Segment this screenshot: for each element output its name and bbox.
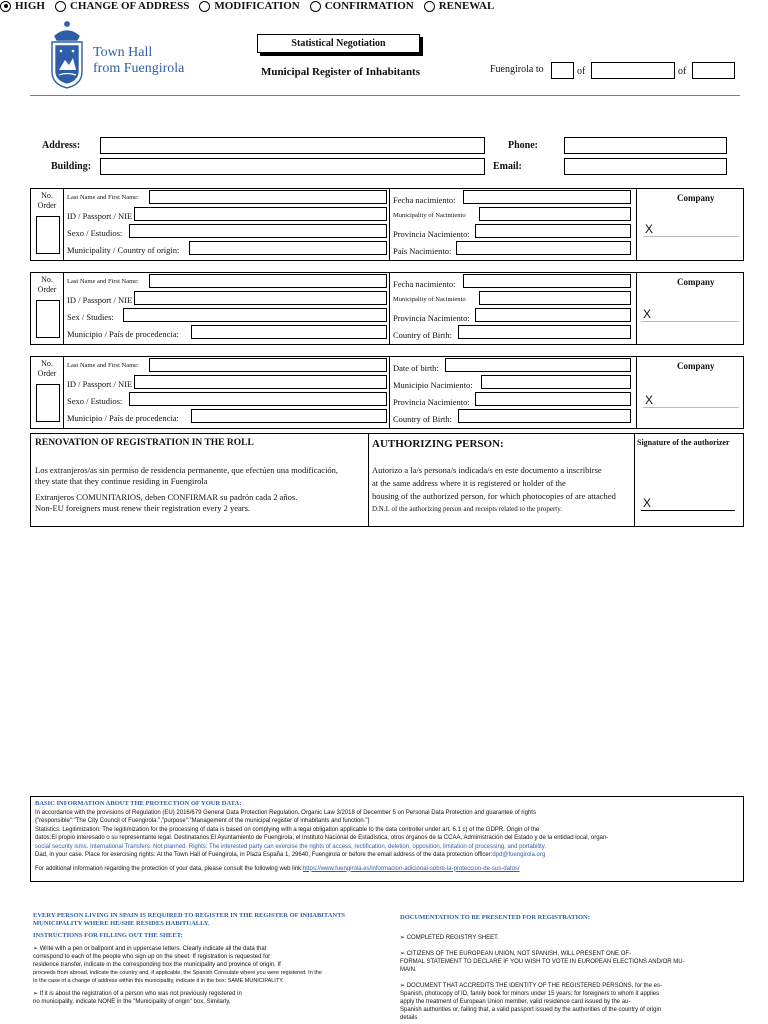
instruction-1-line-d: proceeds from abroad, indicate the country and, if applicable, the Spanish Consulate where you were registered. In the xyxy=(33,970,322,976)
sex-label: Sexo / Estudios: xyxy=(67,396,123,406)
divider xyxy=(636,189,637,260)
instruction-1-line-a: ➢ Write with a pen or ballpoint and in uppercase letters. Clearly indicate all the data that xyxy=(33,946,267,952)
renovation-section xyxy=(30,433,744,527)
additional-info-link[interactable]: https://www.fuengirola.es/informacion-adicional-sobre-la-proteccion-de-sus-datos/ xyxy=(302,865,520,872)
doc-item-2-line-b: FORMAL STATEMENT TO DECLARE IF YOU WISH TO VOTE IN EUROPEAN ELECTIONS AND/OR MU- xyxy=(400,959,685,965)
doc-item-1: ➢ COMPLETED REGISTRY SHEET. xyxy=(400,935,499,941)
person-block-1 xyxy=(30,188,744,261)
name-label: Last Name and First Name: xyxy=(67,278,139,285)
date-month-field[interactable] xyxy=(591,62,675,79)
id-label: ID / Passport / NIE xyxy=(67,295,133,305)
dp-line-6: Dad, in your case. Place for exercising rights: At the Town Hall of Fuengirola, in Plaza España 1, 29640, Fuengirola or before the email address of the data protection officer:dpd@fuengirola.org xyxy=(35,852,546,858)
origin-field[interactable] xyxy=(191,325,387,339)
no-order-label: No. Order xyxy=(37,359,57,378)
birth-muni-label: Municipality of Nacimiento xyxy=(393,212,466,219)
town-hall-crest-logo xyxy=(47,20,87,90)
date-row xyxy=(490,64,544,75)
dp-line-2: {"responsible":"The City Council of Fuengirola.","purpose":"Management of the municipal register of inhabitants and function."} xyxy=(35,818,370,824)
birth-prov-field[interactable] xyxy=(475,224,631,238)
signature-x-mark: X xyxy=(643,307,652,321)
radio-checked-icon[interactable] xyxy=(0,1,11,12)
doc-item-2-line-a: ➢ CITIZENS OF THE EUROPEAN UNION, NOT SPANISH, WILL PRESENT ONE OF- xyxy=(400,951,632,957)
registration-requirement-heading: EVERY PERSON LIVING IN SPAIN IS REQUIRED TO REGISTER IN THE REGISTER OF INHABITANTS MUNICIPALITY WHERE HE/SHE RESIDES HABITUALLY. xyxy=(33,912,346,927)
name-field[interactable] xyxy=(149,190,387,204)
authorizing-line-3: housing of the authorized person, for which photocopies of are attached xyxy=(372,491,616,501)
birth-muni-field[interactable] xyxy=(479,207,631,221)
instruction-1-line-b: correspond to each of the people who sign up on the sheet. If registration is requested for xyxy=(33,954,271,960)
dp-line-5: social security isms. International Transfers: Not planned. Rights: The interested party can exercise the rights of access, rectification, deletion, opposition, limitation of processing, and portability. xyxy=(35,843,547,850)
dp-line-4: datos:El propio interesado o su representante legal. Destinatarios:El Ayuntamiento de Fuengirola, el Instituto Nacional de Estadística, otros órganos de la CCAA, Administración del Estado y de la entidad local, organ- xyxy=(35,835,609,841)
radio-icon[interactable] xyxy=(424,1,435,12)
divider xyxy=(63,189,64,260)
dp-line-3: Statistics. Legitimization: The legitimization for the processing of data is based on complying with a legal obligation applicable to the data controller under art. 6.1 c) of the GDPR. Origin of the xyxy=(35,826,540,833)
origin-field[interactable] xyxy=(189,241,387,255)
renovation-line-1: Los extranjeros/as sin permiso de residencia permanente, que efectúen una modificación, xyxy=(35,465,339,475)
phone-label: Phone: xyxy=(508,140,538,151)
birth-date-label: Fecha nacimiento: xyxy=(393,279,456,289)
town-name-line2: from Fuengirola xyxy=(93,61,185,76)
dpo-email-link[interactable]: dpd@fuengirola.org xyxy=(492,852,546,858)
divider xyxy=(63,357,64,428)
divider xyxy=(368,434,369,526)
company-label: Company xyxy=(677,277,715,287)
id-field[interactable] xyxy=(134,291,387,305)
birth-prov-label: Provincia Nacimiento: xyxy=(393,229,470,239)
sex-field[interactable] xyxy=(123,308,387,322)
authorizing-line-2: at the same address where it is registered or holder of the xyxy=(372,478,566,488)
radio-icon[interactable] xyxy=(55,1,66,12)
documentation-heading: DOCUMENTATION TO BE PRESENTED FOR REGISTRATION: xyxy=(400,914,590,921)
email-field[interactable] xyxy=(564,158,727,175)
signature-x-mark: X xyxy=(645,222,654,236)
sex-label: Sex / Studies: xyxy=(67,312,114,322)
address-label: Address: xyxy=(42,140,81,151)
authorizer-x-mark: X xyxy=(643,496,652,510)
town-name-line1: Town Hall xyxy=(93,45,153,60)
origin-label: Municipality / Country of origin: xyxy=(67,245,180,255)
email-label: Email: xyxy=(493,161,522,172)
doc-item-3-line-d: Spanish authorities or, failing that, a valid passport issued by the authorities of the country of origin xyxy=(400,1007,662,1013)
origin-label: Municipio / País de procedencia: xyxy=(67,329,179,339)
divider xyxy=(389,273,390,344)
divider xyxy=(636,273,637,344)
authorizer-signature-line[interactable] xyxy=(641,510,735,511)
doc-item-3-line-b: Spanish, photocopy of ID, family book for minors under 15 years; for foreigners to whom it applies xyxy=(400,991,660,997)
town-hall-name xyxy=(93,45,184,77)
divider xyxy=(63,273,64,344)
dp-line-1: In accordance with the provisions of Regulation (EU) 2016/679 General Data Protection Regulation, Organic Law 3/2018 of December 5 on Personal Data Protection and guarantee of rights xyxy=(35,809,536,816)
signature-x-mark: X xyxy=(645,393,654,407)
birth-country-label: País Nacimiento: xyxy=(393,246,452,256)
option-confirmation[interactable]: CONFIRMATION xyxy=(310,0,414,12)
id-label: ID / Passport / NIE xyxy=(67,211,133,221)
date-of-label-1: of xyxy=(577,66,586,77)
option-renewal[interactable]: RENEWAL xyxy=(424,0,495,12)
birth-date-label: Fecha nacimiento: xyxy=(393,195,456,205)
divider xyxy=(389,189,390,260)
origin-label: Municipio / País de procedencia: xyxy=(67,413,179,423)
renovation-title: RENOVATION OF REGISTRATION IN THE ROLL xyxy=(35,438,254,448)
name-field[interactable] xyxy=(149,358,387,372)
request-type-options xyxy=(0,0,768,12)
renovation-line-2: they state that they continue residing in Fuengirola xyxy=(35,476,208,486)
doc-item-3-line-e: details xyxy=(400,1015,418,1021)
header-divider xyxy=(30,95,740,96)
authorizing-line-4: D.N.I. of the authorizing person and receipts related to the property. xyxy=(372,505,563,513)
birth-date-label: Date of birth: xyxy=(393,363,439,373)
birth-prov-field[interactable] xyxy=(475,308,631,322)
no-order-label: No. Order xyxy=(37,275,57,294)
address-field[interactable] xyxy=(100,137,485,154)
authorizing-line-1: Autorizo a la/s persona/s indicada/s en este documento a inscribirse xyxy=(372,465,602,475)
option-modification[interactable]: MODIFICATION xyxy=(199,0,299,12)
data-protection-heading: BASIC INFORMATION ABOUT THE PROTECTION OF YOUR DATA: xyxy=(35,800,242,807)
company-label: Company xyxy=(677,193,715,203)
no-order-label: No. Order xyxy=(37,191,57,210)
birth-date-field[interactable] xyxy=(463,274,631,288)
birth-muni-label: Municipality of Nacimiento xyxy=(393,296,466,303)
birth-date-field[interactable] xyxy=(445,358,631,372)
birth-country-field[interactable] xyxy=(458,325,631,339)
birth-country-field[interactable] xyxy=(456,241,631,255)
doc-item-3-line-a: ➢ DOCUMENT THAT ACCREDITS THE IDENTITY OF THE REGISTERED PERSONS, for the es- xyxy=(400,983,662,989)
option-change-of-address[interactable]: CHANGE OF ADDRESS xyxy=(55,0,189,12)
radio-icon[interactable] xyxy=(199,1,210,12)
name-field[interactable] xyxy=(149,274,387,288)
person-block-3 xyxy=(30,356,744,429)
date-day-field[interactable] xyxy=(551,62,574,79)
divider xyxy=(634,434,635,526)
birth-prov-field[interactable] xyxy=(475,392,631,406)
birth-country-label: Country of Birth: xyxy=(393,330,453,340)
documentation-column xyxy=(400,914,745,1022)
signature-line[interactable] xyxy=(643,236,739,237)
instruction-1-line-c: residence transfer, indicate in the corresponding box the municipality and province of origin. If xyxy=(33,962,281,968)
birth-prov-label: Provincia Nacimiento: xyxy=(393,397,470,407)
signature-line[interactable] xyxy=(641,321,739,322)
instructions-heading: INSTRUCTIONS FOR FILLING OUT THE SHEET: xyxy=(33,932,183,939)
id-field[interactable] xyxy=(134,207,387,221)
birth-muni-field[interactable] xyxy=(481,375,631,389)
origin-field[interactable] xyxy=(191,409,387,423)
birth-date-field[interactable] xyxy=(463,190,631,204)
building-label: Building: xyxy=(51,161,92,172)
option-high[interactable]: HIGH xyxy=(0,0,45,12)
doc-item-3-line-c: apply the treatment of European Union member, valid residence card issued by the au- xyxy=(400,999,631,1005)
building-field[interactable] xyxy=(100,158,485,175)
form-subtitle: Municipal Register of Inhabitants xyxy=(261,66,421,78)
authorizing-person-title: AUTHORIZING PERSON: xyxy=(372,438,504,450)
birth-muni-field[interactable] xyxy=(479,291,631,305)
signature-line[interactable] xyxy=(643,407,739,408)
date-year-field[interactable] xyxy=(692,62,735,79)
instruction-1-line-e: In the case of a change of address within this municipality, indicate it in the box: SAME MUNICIPALITY. xyxy=(33,978,284,984)
instruction-2-line-a: ➢ If it is about the registration of a person who was not previously registered in xyxy=(33,991,242,997)
id-label: ID / Passport / NIE xyxy=(67,379,133,389)
date-prefix: Fuengirola to xyxy=(490,64,544,75)
birth-country-label: Country of Birth: xyxy=(393,414,453,424)
person-block-2 xyxy=(30,272,744,345)
doc-item-2-line-c: MAIN. xyxy=(400,967,417,973)
no-order-field[interactable] xyxy=(36,300,60,338)
instruction-2-line-b: no municipality, indicate NONE in the "Municipality of origin" box. Similarly, xyxy=(33,999,231,1005)
birth-muni-label: Municipio Nacimiento: xyxy=(393,380,473,390)
data-protection-box xyxy=(30,796,744,882)
radio-icon[interactable] xyxy=(310,1,321,12)
sex-field[interactable] xyxy=(129,224,387,238)
id-field[interactable] xyxy=(134,375,387,389)
form-title-box: Statistical Negotiation xyxy=(257,34,420,53)
name-label: Last Name and First Name: xyxy=(67,194,139,201)
date-of-label-2: of xyxy=(678,66,687,77)
company-label: Company xyxy=(677,361,715,371)
birth-prov-label: Provincia Nacimiento: xyxy=(393,313,470,323)
renovation-line-4: Non-EU foreigners must renew their registration every 2 years. xyxy=(35,503,251,513)
signature-authorizer-title: Signature of the authorizer xyxy=(637,438,730,447)
no-order-field[interactable] xyxy=(36,216,60,254)
dp-line-7: For additional information regarding the protection of your data, please consult the following web link:https://www.fuengirola.es/informacion-adicional-sobre-la-proteccion-de-sus-datos/ xyxy=(35,865,520,872)
sex-label: Sexo / Estudios: xyxy=(67,228,123,238)
sex-field[interactable] xyxy=(129,392,387,406)
divider xyxy=(636,357,637,428)
divider xyxy=(389,357,390,428)
instructions-column xyxy=(33,912,378,1006)
name-label: Last Name and First Name: xyxy=(67,362,139,369)
renovation-line-3: Extranjeros COMUNITARIOS, deben CONFIRMAR su padrón cada 2 años. xyxy=(35,492,298,502)
no-order-field[interactable] xyxy=(36,384,60,422)
phone-field[interactable] xyxy=(564,137,727,154)
birth-country-field[interactable] xyxy=(458,409,631,423)
